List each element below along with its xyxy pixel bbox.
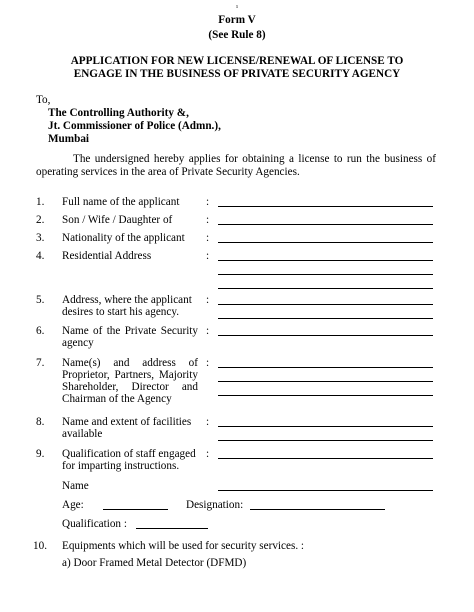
- item-number: 3.: [36, 232, 45, 244]
- item-number: 8.: [36, 416, 45, 428]
- item-colon: :: [206, 232, 210, 244]
- item-number: 5.: [36, 294, 45, 306]
- full-name-field[interactable]: [218, 206, 433, 207]
- address-line-3: Mumbai: [48, 133, 90, 145]
- item-colon: :: [206, 214, 210, 226]
- form-title: Form V: [218, 14, 256, 26]
- sub-label-age: Age:: [62, 499, 84, 511]
- item-label-staff-qualification-1: Qualification of staff engaged: [62, 448, 196, 460]
- item-label-staff-qualification-2: for imparting instructions.: [62, 460, 180, 472]
- item-label-equipments: Equipments which will be used for security services. :: [62, 540, 305, 552]
- staff-qualification-sub-field[interactable]: [136, 528, 208, 529]
- equipment-item-a: a) Door Framed Metal Detector (DFMD): [62, 557, 247, 569]
- item-number: 10.: [33, 540, 47, 552]
- item-label-agency-address-2: desires to start his agency.: [62, 306, 180, 318]
- item-number: 4.: [36, 250, 45, 262]
- agency-name-field[interactable]: [218, 335, 433, 336]
- nationality-field[interactable]: [218, 242, 433, 243]
- proprietors-field-2[interactable]: [218, 381, 433, 382]
- item-label-facilities-1: Name and extent of facilities: [62, 416, 192, 428]
- proprietors-field-1[interactable]: [218, 367, 433, 368]
- page-mark: ¹: [235, 4, 239, 12]
- facilities-field-1[interactable]: [218, 426, 433, 427]
- item-label-full-name: Full name of the applicant: [62, 196, 180, 208]
- intro-line-1: [36, 153, 436, 166]
- residential-address-field-3[interactable]: [218, 288, 433, 289]
- item-label-facilities-2: available: [62, 428, 103, 440]
- sub-label-designation: Designation:: [186, 499, 244, 511]
- item-label-proprietors-4: Chairman of the Agency: [62, 393, 172, 405]
- application-title-line-2: ENGAGE IN THE BUSINESS OF PRIVATE SECURITY AGENCY: [73, 68, 401, 80]
- item-colon: :: [206, 416, 210, 428]
- intro-line-2: operating services in the area of Private Security Agencies.: [36, 166, 300, 178]
- item-label-residential-address: Residential Address: [62, 250, 152, 262]
- staff-qualification-field[interactable]: [218, 458, 433, 459]
- agency-address-field-1[interactable]: [218, 304, 433, 305]
- residential-address-field-1[interactable]: [218, 260, 433, 261]
- item-colon: :: [206, 448, 210, 460]
- relation-field[interactable]: [218, 224, 433, 225]
- application-title-line-1: APPLICATION FOR NEW LICENSE/RENEWAL OF LICENSE TO: [70, 55, 404, 67]
- staff-designation-field[interactable]: [250, 509, 385, 510]
- address-to: To,: [36, 94, 51, 106]
- item-colon: :: [206, 294, 210, 306]
- staff-name-field[interactable]: [218, 490, 433, 491]
- item-label-agency-name-2: agency: [62, 337, 94, 349]
- item-colon: :: [206, 250, 210, 262]
- item-label-agency-address-1: Address, where the applicant: [62, 294, 192, 306]
- item-label-proprietors-3-text: Shareholder, Director and: [62, 381, 198, 393]
- item-colon: :: [206, 325, 210, 337]
- sub-label-qualification: Qualification :: [62, 518, 127, 530]
- proprietors-field-3[interactable]: [218, 395, 433, 396]
- intro-text-1: The undersigned hereby applies for obtaining a license to run the business of: [73, 153, 436, 165]
- residential-address-field-2[interactable]: [218, 274, 433, 275]
- sub-label-name: Name: [62, 480, 89, 492]
- item-number: 1.: [36, 196, 45, 208]
- item-number: 2.: [36, 214, 45, 226]
- item-colon: :: [206, 196, 210, 208]
- agency-address-field-2[interactable]: [218, 318, 433, 319]
- rule-reference: (See Rule 8): [208, 29, 266, 41]
- address-line-2: Jt. Commissioner of Police (Admn.),: [48, 120, 221, 132]
- item-label-relation: Son / Wife / Daughter of: [62, 214, 173, 226]
- item-number: 6.: [36, 325, 45, 337]
- item-number: 7.: [36, 357, 45, 369]
- item-label-nationality: Nationality of the applicant: [62, 232, 185, 244]
- item-number: 9.: [36, 448, 45, 460]
- staff-age-field[interactable]: [103, 509, 168, 510]
- item-label-proprietors-1-text: Name(s) and address of: [62, 357, 198, 369]
- item-label-agency-name-1-text: Name of the Private Security: [62, 325, 198, 337]
- facilities-field-2[interactable]: [218, 440, 433, 441]
- address-line-1: The Controlling Authority &,: [48, 107, 189, 119]
- item-label-proprietors-2-text: Proprietor, Partners, Majority: [62, 369, 198, 381]
- item-colon: :: [206, 357, 210, 369]
